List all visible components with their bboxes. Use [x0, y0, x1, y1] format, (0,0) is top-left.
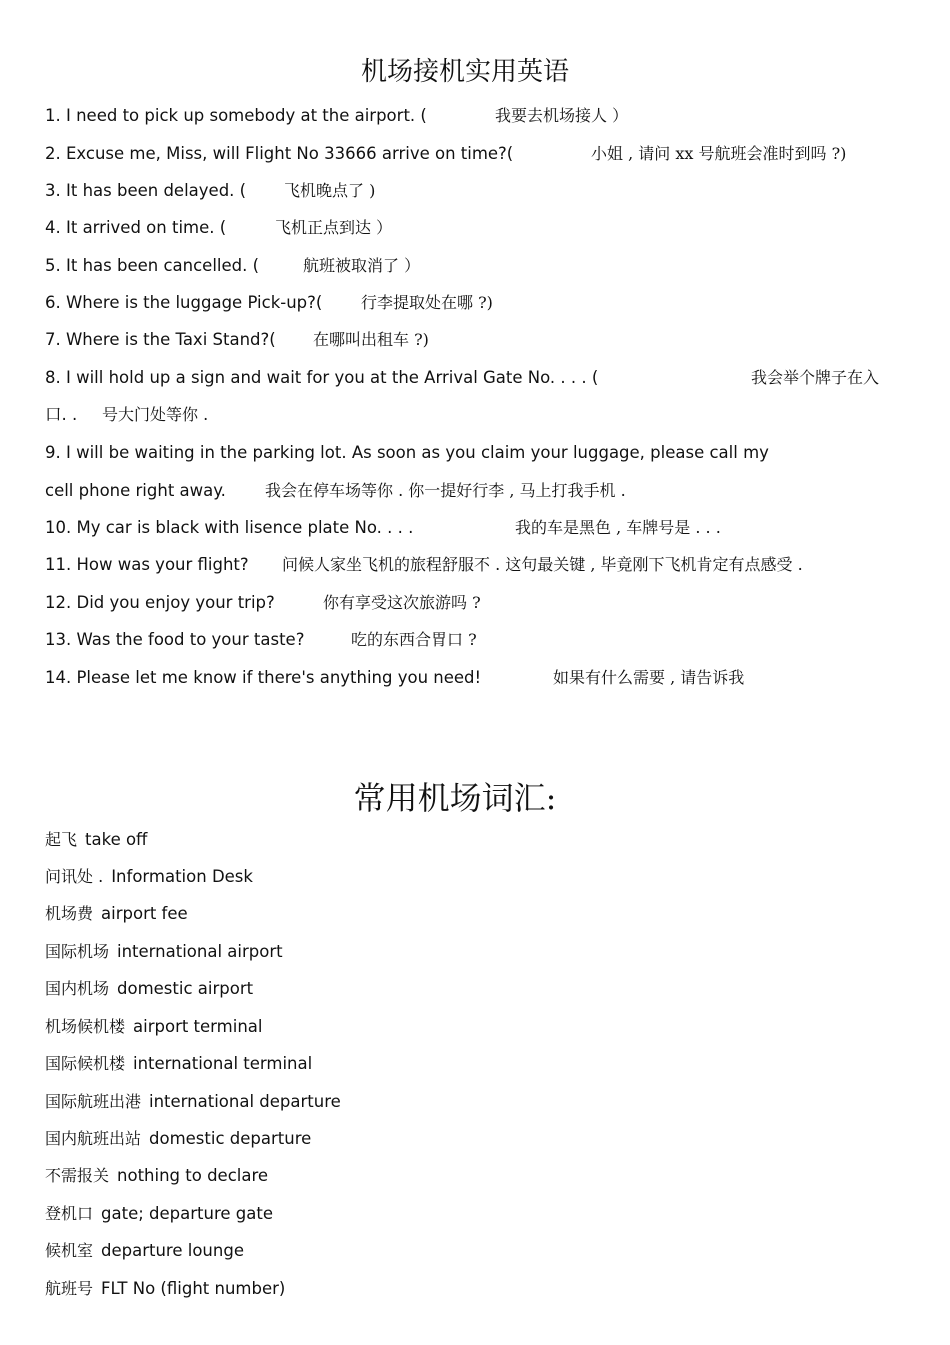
- vocab-item: [45, 1052, 312, 1076]
- phrase-line: [45, 403, 209, 427]
- phrase-chinese: 号大门处等你 .: [102, 405, 209, 424]
- vocab-item: [45, 1164, 268, 1188]
- vocab-english: international departure: [149, 1092, 341, 1111]
- phrase-line: [45, 628, 477, 652]
- vocab-item: [45, 828, 147, 852]
- phrase-line: [45, 479, 626, 503]
- vocab-item: [45, 902, 188, 926]
- phrase-english: 9. I will be waiting in the parking lot. As soon as you claim your luggage, please call my: [45, 443, 769, 462]
- vocab-english: airport fee: [101, 904, 188, 923]
- phrase-chinese: 航班被取消了 ）: [303, 256, 421, 275]
- phrase-chinese: 如果有什么需要 , 请告诉我: [553, 668, 745, 687]
- phrase-chinese: 飞机晚点了 ): [284, 181, 376, 200]
- vocab-english: nothing to declare: [117, 1166, 269, 1185]
- phrase-english: 1. I need to pick up somebody at the airport. (: [45, 106, 427, 125]
- phrase-chinese: 吃的东西合胃口 ?: [351, 630, 477, 649]
- phrase-english: 2. Excuse me, Miss, will Flight No 33666 arrive on time?(: [45, 144, 514, 163]
- phrase-english: 口. .: [45, 405, 78, 424]
- vocab-english: take off: [85, 830, 148, 849]
- vocab-item: [45, 1239, 244, 1263]
- vocab-chinese: 机场费: [45, 904, 94, 923]
- vocab-english: airport terminal: [133, 1017, 263, 1036]
- phrase-english: cell phone right away.: [45, 481, 226, 500]
- vocab-english: gate; departure gate: [101, 1204, 273, 1223]
- vocab-item: [45, 977, 253, 1001]
- vocab-english: domestic airport: [117, 979, 254, 998]
- vocab-chinese: 候机室: [45, 1241, 94, 1260]
- phrase-chinese: 你有享受这次旅游吗 ?: [323, 593, 481, 612]
- phrase-line: [45, 553, 803, 577]
- phrase-english: 14. Please let me know if there's anything you need!: [45, 668, 482, 687]
- phrase-english: 7. Where is the Taxi Stand?(: [45, 330, 276, 349]
- phrase-chinese: 问候人家坐飞机的旅程舒服不 . 这句最关键 , 毕竟刚下飞机肯定有点感受 .: [282, 555, 803, 574]
- vocab-chinese: 国际机场: [45, 942, 110, 961]
- vocab-chinese: 问讯处 .: [45, 867, 104, 886]
- phrase-chinese: 我会举个牌子在入: [751, 368, 880, 387]
- phrase-line: [45, 328, 429, 352]
- phrase-line: [45, 516, 721, 540]
- vocab-chinese: 国际候机楼: [45, 1054, 126, 1073]
- phrase-english: 12. Did you enjoy your trip?: [45, 593, 275, 612]
- vocab-section-title: 常用机场词汇:: [353, 779, 557, 817]
- vocab-item: [45, 1202, 273, 1226]
- phrase-line: [45, 142, 847, 166]
- phrase-english: 11. How was your flight?: [45, 555, 249, 574]
- phrase-line: [45, 179, 376, 203]
- phrase-english: 5. It has been cancelled. (: [45, 256, 260, 275]
- page-title: 机场接机实用英语: [360, 57, 569, 87]
- phrase-chinese: 飞机正点到达 ）: [275, 218, 393, 237]
- vocab-item: [45, 865, 253, 889]
- phrase-line: [45, 216, 393, 240]
- vocab-item: [45, 1090, 341, 1114]
- phrase-english: 8. I will hold up a sign and wait for you at the Arrival Gate No. . . . (: [45, 368, 599, 387]
- phrase-line: [45, 254, 421, 278]
- vocab-chinese: 机场候机楼: [45, 1017, 126, 1036]
- phrase-chinese: 小姐 , 请问 xx 号航班会准时到吗 ?): [591, 144, 847, 163]
- phrase-chinese: 在哪叫出租车 ?): [313, 330, 429, 349]
- vocab-chinese: 航班号: [45, 1279, 94, 1298]
- vocab-item: [45, 1015, 263, 1039]
- vocab-english: departure lounge: [101, 1241, 244, 1260]
- phrase-line: [45, 366, 880, 390]
- vocab-english: domestic departure: [149, 1129, 312, 1148]
- vocab-chinese: 国际航班出港: [45, 1092, 142, 1111]
- phrase-english: 6. Where is the luggage Pick-up?(: [45, 293, 323, 312]
- phrase-chinese: 我会在停车场等你 . 你一提好行李 , 马上打我手机 .: [265, 481, 626, 500]
- vocab-item: [45, 940, 283, 964]
- phrase-line: [45, 291, 493, 315]
- phrase-english: 3. It has been delayed. (: [45, 181, 247, 200]
- vocab-english: FLT No (flight number): [101, 1279, 286, 1298]
- vocab-item: [45, 1277, 285, 1301]
- vocab-english: international terminal: [133, 1054, 313, 1073]
- phrase-chinese: 我的车是黑色 , 车牌号是 . . .: [515, 518, 721, 537]
- vocab-english: Information Desk: [111, 867, 253, 886]
- vocab-chinese: 起飞: [45, 830, 78, 849]
- phrase-line: [45, 591, 481, 615]
- vocab-english: international airport: [117, 942, 283, 961]
- vocab-chinese: 国内机场: [45, 979, 110, 998]
- phrase-english: 4. It arrived on time. (: [45, 218, 227, 237]
- phrase-chinese: 行李提取处在哪 ?): [361, 293, 493, 312]
- phrase-line: [45, 666, 745, 690]
- phrase-english: 13. Was the food to your taste?: [45, 630, 305, 649]
- phrase-chinese: 我要去机场接人 ）: [495, 106, 629, 125]
- vocab-chinese: 不需报关: [45, 1166, 110, 1185]
- phrase-english: 10. My car is black with lisence plate No. . . .: [45, 518, 414, 537]
- vocab-chinese: 登机口: [45, 1204, 94, 1223]
- vocab-chinese: 国内航班出站: [45, 1129, 142, 1148]
- phrase-line: [45, 441, 769, 465]
- phrase-line: [45, 104, 629, 128]
- vocab-item: [45, 1127, 311, 1151]
